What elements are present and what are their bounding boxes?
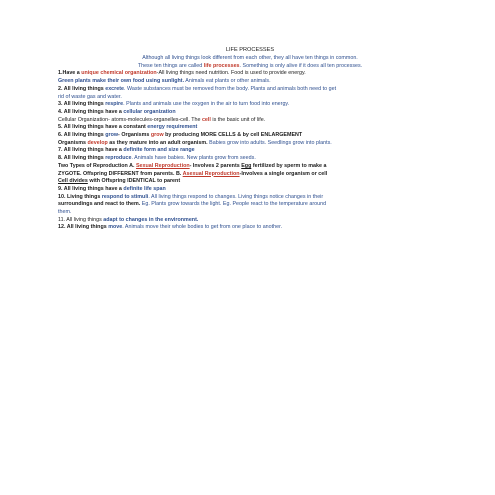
highlight-term: move xyxy=(108,224,123,231)
process-text: Babies grow into adults. Seedlings grow into plants. xyxy=(207,139,332,146)
process-text: rid of waste gas and water. xyxy=(58,93,122,100)
process-11-line xyxy=(58,217,442,225)
process-number: 3. All living things xyxy=(58,101,106,108)
process-number: 11. All living things xyxy=(58,216,104,223)
process-text: Cellular Organization- atoms-molecules-organelles-cell. The xyxy=(58,116,202,123)
process-text: . Waste substances must be removed from the body. Plants and animals both need to get xyxy=(124,85,337,92)
highlight-term: cell xyxy=(201,116,211,123)
process-number: 4. All living things have a xyxy=(58,108,124,115)
process-8-line-4 xyxy=(58,178,442,186)
process-8-line-3 xyxy=(58,171,442,179)
process-text: - Involves 2 parents xyxy=(189,162,242,169)
process-number: 8. All living things xyxy=(58,155,106,162)
process-10-line-3 xyxy=(58,209,442,217)
process-text: . Animals move their whole bodies to get from one place to another. xyxy=(122,224,283,231)
process-4-line-2 xyxy=(58,117,442,125)
process-6-line-2 xyxy=(58,140,442,148)
process-text: . Animals have babies. New plants grow from seeds. xyxy=(131,155,256,162)
document-body xyxy=(58,46,442,232)
process-12-line xyxy=(58,224,442,232)
highlight-term: energy requirement xyxy=(147,124,198,131)
intro-line-2 xyxy=(58,63,442,71)
highlight-term: Sexual Reproduction xyxy=(135,162,190,169)
process-6-line-1 xyxy=(58,132,442,140)
document-title: LIFE PROCESSES xyxy=(225,47,275,53)
process-number: 5. All living things have a constant xyxy=(58,124,148,131)
highlight-term: develop xyxy=(87,139,108,146)
highlight-term: respond to stimuli xyxy=(101,193,149,200)
highlight-term: cellular organization xyxy=(123,108,176,115)
process-text: as they mature into an adult organism. xyxy=(107,139,208,146)
highlight-term: Egg xyxy=(241,162,252,169)
process-text: them. xyxy=(58,209,72,216)
intro-text: These ten things are called xyxy=(137,62,204,69)
highlight-term: definite life span xyxy=(123,185,166,192)
process-4-line-1 xyxy=(58,109,442,117)
process-text: ZYGOTE. Offspring DIFFERENT from parents. B. xyxy=(58,170,183,177)
process-text: by producing MORE CELLS & by cell ENLARGEMENT xyxy=(163,132,303,139)
process-1-line-1 xyxy=(58,70,442,78)
process-text: Green plants make their own food using sunlight. xyxy=(58,78,185,85)
process-2-line-2 xyxy=(58,94,442,102)
process-2-line-1 xyxy=(58,86,442,94)
highlight-term: grow xyxy=(105,132,119,139)
highlight-term: respire xyxy=(105,101,124,108)
process-3-line xyxy=(58,101,442,109)
intro-text: . Something is only alive if it does all ten processes. xyxy=(239,62,363,69)
process-number: 7. All living things have a xyxy=(58,147,124,154)
highlight-term: grow xyxy=(150,132,164,139)
intro-line-1 xyxy=(58,55,442,63)
process-text: . All living things respond to changes. Living things notice changes in their xyxy=(148,193,324,200)
process-10-line-2 xyxy=(58,201,442,209)
process-number: 10. Living things xyxy=(58,193,102,200)
process-number: 1.Have a xyxy=(58,70,82,77)
process-text: Eg. Plants grow towards the light. Eg. People react to the temperature around xyxy=(140,201,327,208)
process-text: with Offspring IDENTICAL to parent xyxy=(87,178,181,185)
process-10-line-1 xyxy=(58,194,442,202)
process-8-line-1 xyxy=(58,155,442,163)
highlight-term: adapt to changes in the environment. xyxy=(103,216,199,223)
process-7-line xyxy=(58,147,442,155)
highlight-term: Cell divides xyxy=(58,178,88,185)
process-text: fertilized by sperm to make a xyxy=(251,162,327,169)
process-text: is the basic unit of life. xyxy=(210,116,266,123)
process-text: -All living things need nutrition. Food is used to provide energy. xyxy=(156,70,306,77)
process-text: -Involves a single organism or cell xyxy=(239,170,328,177)
process-number: 9. All living things have a xyxy=(58,185,124,192)
process-8-line-2 xyxy=(58,163,442,171)
process-number: 2. All living things xyxy=(58,85,106,92)
process-number: 6. All living things xyxy=(58,132,106,139)
process-text: . Plants and animals use the oxygen in the air to turn food into energy. xyxy=(123,101,290,108)
process-5-line xyxy=(58,124,442,132)
process-number: 12. All living things xyxy=(58,224,109,231)
process-text: Organisms xyxy=(58,139,88,146)
process-9-line xyxy=(58,186,442,194)
highlight-term: life processes xyxy=(203,62,240,69)
highlight-term: Asexual Reproduction xyxy=(182,170,240,177)
process-1-line-2 xyxy=(58,78,442,86)
process-text: - Organisms xyxy=(118,132,151,139)
intro-text: Although all living things look different from each other, they all have ten things in common. xyxy=(142,55,358,61)
highlight-term: definite form and size range xyxy=(123,147,195,154)
highlight-term: reproduce xyxy=(105,155,132,162)
highlight-term: unique chemical organization xyxy=(81,70,157,77)
process-text: surroundings and react to them. xyxy=(58,201,141,208)
highlight-term: excrete xyxy=(105,85,125,92)
process-text: Animals eat plants or other animals. xyxy=(184,78,271,85)
process-text: Two Types of Reproduction A. xyxy=(58,162,136,169)
